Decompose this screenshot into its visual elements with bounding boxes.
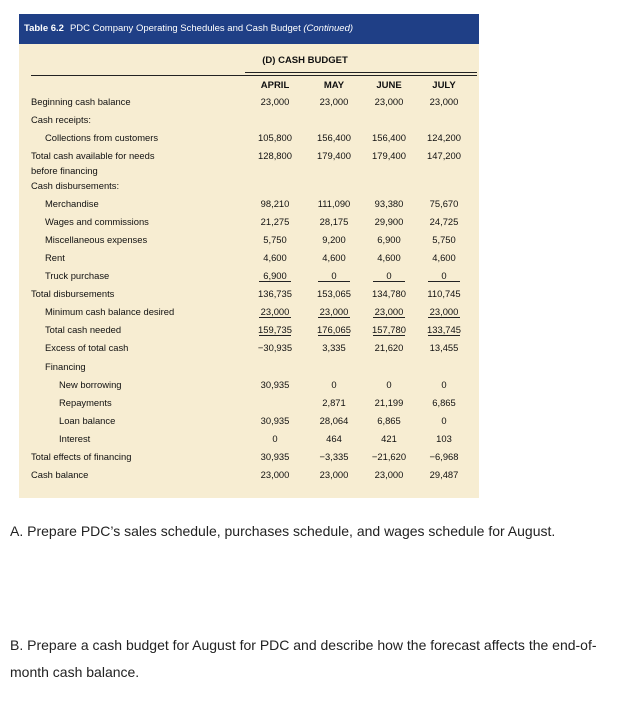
- table-cell: 464: [326, 433, 342, 444]
- table-cell: 176,065: [304, 324, 364, 335]
- section-rule: [245, 72, 477, 73]
- table-cell: 23,000: [359, 306, 419, 317]
- table-cell: 105,800: [258, 132, 292, 143]
- table-cell: 4,600: [263, 252, 287, 263]
- row-label: Interest: [59, 433, 91, 444]
- table-cell: 23,000: [319, 96, 349, 107]
- table-cell: 159,735: [245, 324, 305, 335]
- question-a: A. Prepare PDC’s sales schedule, purchases schedule, and wages schedule for August.: [10, 523, 556, 539]
- row-label: Rent: [45, 252, 65, 263]
- table-cell: 21,620: [374, 342, 404, 353]
- header-rule-top: [31, 75, 477, 76]
- table-cell: 93,380: [374, 198, 404, 209]
- table-cell: 147,200: [427, 150, 461, 161]
- table-cell: 5,750: [432, 234, 456, 245]
- table-cell: 6,865: [432, 397, 456, 408]
- table-cell: 156,400: [317, 132, 351, 143]
- row-label: Financing: [45, 361, 86, 372]
- table-continued-note: (Continued): [303, 23, 354, 34]
- table-cell: 179,400: [372, 150, 406, 161]
- table-cell: 179,400: [317, 150, 351, 161]
- table-cell: 4,600: [322, 252, 346, 263]
- table-cell: 23,000: [319, 469, 349, 480]
- table-cell: 0: [414, 270, 474, 281]
- table-cell: 28,064: [319, 415, 349, 426]
- table-cell: 9,200: [322, 234, 346, 245]
- section-title: (D) CASH BUDGET: [262, 55, 348, 66]
- row-label: Total disbursements: [31, 288, 115, 299]
- table-label: Table 6.2: [24, 23, 64, 34]
- row-label: before financing: [31, 165, 98, 176]
- table-cell: −6,968: [429, 451, 459, 462]
- table-cell: 5,750: [263, 234, 287, 245]
- row-label: Excess of total cash: [45, 342, 129, 353]
- row-label: Total cash needed: [45, 324, 122, 335]
- month-july: JULY: [432, 80, 456, 91]
- table-cell: 0: [304, 270, 364, 281]
- table-cell: 124,200: [427, 132, 461, 143]
- month-april: APRIL: [260, 80, 290, 91]
- table-header-bar: [19, 14, 479, 44]
- row-label: Repayments: [59, 397, 112, 408]
- table-cell: 128,800: [258, 150, 292, 161]
- table-cell: 23,000: [245, 306, 305, 317]
- question-b: B. Prepare a cash budget for August for PDC and describe how the forecast affects the end-of-month cash balance.: [10, 637, 597, 680]
- table-cell: 156,400: [372, 132, 406, 143]
- row-label: Truck purchase: [45, 270, 110, 281]
- table-cell: 421: [381, 433, 397, 444]
- table-cell: 98,210: [260, 198, 290, 209]
- table-cell: 23,000: [374, 96, 404, 107]
- table-cell: −3,335: [319, 451, 349, 462]
- row-label: Merchandise: [45, 198, 99, 209]
- table-cell: 0: [331, 379, 337, 390]
- table-cell: 6,900: [377, 234, 401, 245]
- table-cell: 23,000: [260, 96, 290, 107]
- month-june: JUNE: [376, 80, 402, 91]
- table-cell: 13,455: [429, 342, 459, 353]
- table-cell: 28,175: [319, 216, 349, 227]
- table-cell: 4,600: [432, 252, 456, 263]
- month-may: MAY: [323, 80, 345, 91]
- table-cell: 23,000: [304, 306, 364, 317]
- table-cell: 0: [359, 270, 419, 281]
- table-cell: 136,735: [258, 288, 292, 299]
- row-label: Beginning cash balance: [31, 96, 131, 107]
- row-label: Cash disbursements:: [31, 180, 120, 191]
- row-label: Loan balance: [59, 415, 116, 426]
- table-cell: 23,000: [260, 469, 290, 480]
- table-cell: 21,275: [260, 216, 290, 227]
- table-cell: 2,871: [322, 397, 346, 408]
- table-cell: 30,935: [260, 379, 290, 390]
- table-cell: 111,090: [317, 198, 351, 209]
- table-cell: 23,000: [374, 469, 404, 480]
- table-cell: 30,935: [260, 415, 290, 426]
- row-label: Total effects of financing: [31, 451, 132, 462]
- row-label: Miscellaneous expenses: [45, 234, 148, 245]
- table-cell: 21,199: [374, 397, 404, 408]
- row-label: Minimum cash balance desired: [45, 306, 175, 317]
- table-cell: 75,670: [429, 198, 459, 209]
- table-cell: 6,900: [245, 270, 305, 281]
- table-cell: 3,335: [322, 342, 346, 353]
- row-label: New borrowing: [59, 379, 122, 390]
- row-label: Cash balance: [31, 469, 89, 480]
- table-cell: 0: [441, 379, 447, 390]
- row-label: Wages and commissions: [45, 216, 149, 227]
- table-cell: 134,780: [372, 288, 406, 299]
- table-cell: 0: [272, 433, 278, 444]
- table-cell: 157,780: [359, 324, 419, 335]
- table-cell: −21,620: [371, 451, 407, 462]
- table-cell: 29,487: [429, 469, 459, 480]
- table-cell: 103: [436, 433, 452, 444]
- table-cell: −30,935: [257, 342, 293, 353]
- table-cell: 29,900: [374, 216, 404, 227]
- table-cell: 23,000: [429, 96, 459, 107]
- table-cell: 153,065: [317, 288, 351, 299]
- table-cell: 6,865: [377, 415, 401, 426]
- table-cell: 24,725: [429, 216, 459, 227]
- table-cell: 30,935: [260, 451, 290, 462]
- table-cell: 23,000: [414, 306, 474, 317]
- table-cell: 0: [441, 415, 447, 426]
- table-cell: 133,745: [414, 324, 474, 335]
- row-label: Total cash available for needs: [31, 150, 155, 161]
- table-cell: 110,745: [427, 288, 461, 299]
- cash-budget-table: [19, 14, 479, 498]
- row-label: Cash receipts:: [31, 114, 91, 125]
- row-label: Collections from customers: [45, 132, 159, 143]
- table-cell: 4,600: [377, 252, 401, 263]
- table-cell: 0: [386, 379, 392, 390]
- table-title: PDC Company Operating Schedules and Cash Budget: [69, 23, 301, 34]
